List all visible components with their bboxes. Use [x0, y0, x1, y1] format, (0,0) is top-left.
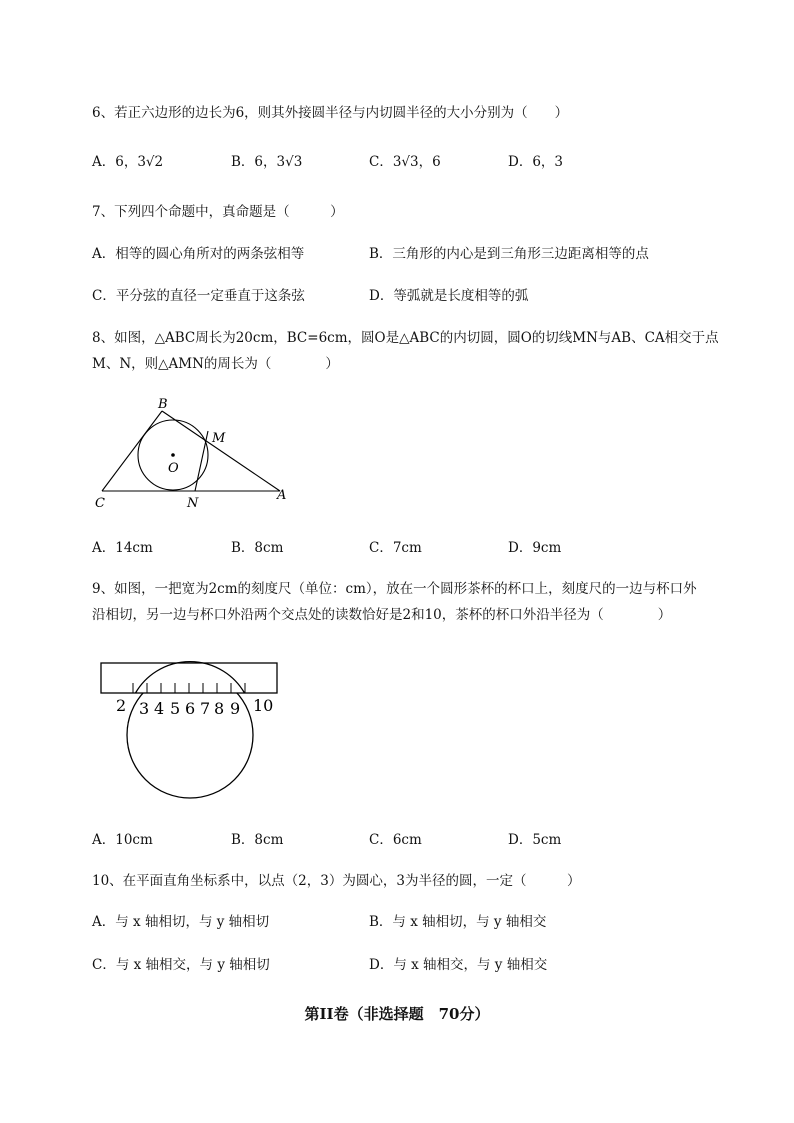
- q10-option-a: A．与 x 轴相切，与 y 轴相切: [92, 914, 270, 930]
- q9-ruler-number-5: 5: [170, 699, 181, 718]
- q8-option-a: A．14cm: [92, 540, 153, 556]
- q6-option-b: B．6，3√3: [231, 154, 303, 170]
- q8-label-a: A: [277, 488, 287, 503]
- section-title: 第II卷（非选择题 70分）: [304, 1005, 490, 1023]
- q8-label-m: M: [212, 431, 226, 446]
- q8-option-b: B．8cm: [231, 540, 284, 556]
- q8-label-n: N: [187, 496, 199, 511]
- q9-stem-line-1: 9、如图，一把宽为2cm的刻度尺（单位：cm），放在一个圆形茶杯的杯口上，刻度尺的一边与杯口外: [92, 581, 697, 597]
- q10-stem: 10、在平面直角坐标系中，以点（2，3）为圆心，3为半径的圆，一定（ ）: [92, 873, 581, 889]
- q9-ruler-number-9: 9: [230, 699, 241, 718]
- q9-ruler-number-4: 4: [154, 699, 165, 718]
- q7-option-b: B．三角形的内心是到三角形三边距离相等的点: [369, 246, 649, 262]
- q8-side-ba: [162, 411, 280, 491]
- q8-label-b: B: [158, 397, 168, 412]
- q10-option-b: B．与 x 轴相切，与 y 轴相交: [369, 914, 547, 930]
- q9-ruler-cup-figure: [95, 655, 285, 820]
- q9-option-a: A．10cm: [92, 832, 153, 848]
- q9-option-c: C．6cm: [369, 832, 422, 848]
- q8-center-dot: [171, 453, 175, 457]
- q8-option-d: D．9cm: [508, 540, 562, 556]
- q9-ruler-number-7: 7: [200, 699, 211, 718]
- q8-side-cb: [102, 411, 162, 491]
- q9-stem-line-2: 沿相切，另一边与杯口外沿两个交点处的读数恰好是2和10，茶杯的杯口外沿半径为（ ）: [92, 607, 672, 623]
- q9-option-b: B．8cm: [231, 832, 284, 848]
- q6-stem: 6、若正六边形的边长为6，则其外接圆半径与内切圆半径的大小分别为（ ）: [92, 105, 569, 121]
- q8-stem-line-2: M、N，则△AMN的周长为（ ）: [92, 356, 339, 372]
- q8-label-c: C: [95, 496, 105, 511]
- q9-option-d: D．5cm: [508, 832, 562, 848]
- q7-option-d: D．等弧就是长度相等的弧: [369, 288, 529, 304]
- q8-tangent-mn: [195, 431, 208, 491]
- q6-option-d: D．6，3: [508, 154, 564, 170]
- q7-option-a: A．相等的圆心角所对的两条弦相等: [92, 246, 305, 262]
- q8-incircle-figure: [90, 392, 300, 517]
- q7-stem: 7、下列四个命题中，真命题是（ ）: [92, 204, 344, 220]
- q10-option-d: D．与 x 轴相交，与 y 轴相交: [369, 957, 548, 973]
- q9-ruler-number-3: 3: [139, 699, 150, 718]
- q6-option-a: A．6，3√2: [92, 154, 164, 170]
- q7-option-c: C．平分弦的直径一定垂直于这条弦: [92, 288, 305, 304]
- q9-ruler-number-2: 2: [116, 696, 127, 715]
- q10-option-c: C．与 x 轴相交，与 y 轴相切: [92, 957, 270, 973]
- q9-ruler-number-10: 10: [253, 696, 274, 715]
- q6-option-c: C．3√3，6: [369, 154, 441, 170]
- q8-label-o: O: [168, 461, 179, 476]
- q9-ruler-number-8: 8: [214, 699, 225, 718]
- q8-option-c: C．7cm: [369, 540, 422, 556]
- q9-ruler-number-6: 6: [185, 699, 196, 718]
- q8-stem-line-1: 8、如图，△ABC周长为20cm，BC=6cm，圆O是△ABC的内切圆，圆O的切线MN与AB、CA相交于点: [92, 330, 719, 346]
